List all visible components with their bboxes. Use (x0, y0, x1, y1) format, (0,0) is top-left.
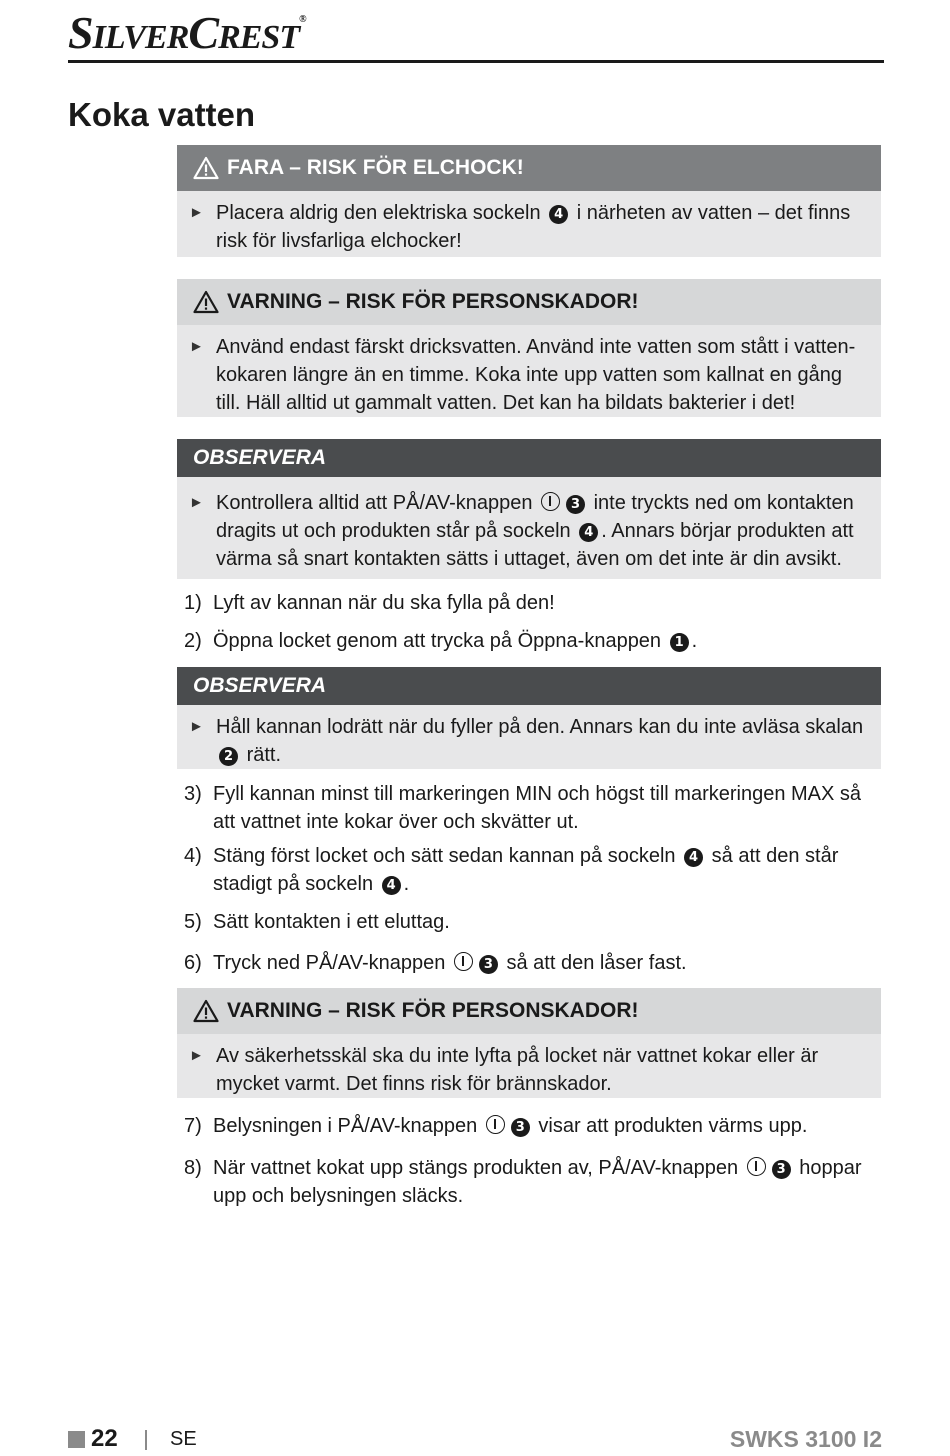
step-text: visar att produkten värms upp. (538, 1115, 808, 1137)
step-item (184, 1112, 884, 1140)
bullet-text: Använd endast färskt dricksvatten. Använd inte vatten som stått i vattenkokaren längre än en timme. Koka inte upp vatten som kallnat en gång till. Häll alltid ut gammalt vatten. Det kan ha bildats bakterier i det! (216, 336, 856, 414)
step-number: 2) (184, 630, 202, 652)
page-number: 22 (91, 1425, 118, 1452)
note-notice (177, 439, 881, 579)
danger-notice-title: FARA – RISK FÖR ELCHOCK! (227, 156, 524, 179)
warning-notice-header (177, 988, 881, 1034)
warning-notice-title: VARNING – RISK FÖR PERSONSKADOR! (227, 999, 639, 1022)
bullet-text: rätt. (246, 744, 282, 766)
registered-mark: ® (299, 14, 306, 25)
power-symbol-icon (747, 1157, 766, 1176)
note-notice-title: OBSERVERA (193, 446, 327, 469)
step-text: Tryck ned PÅ/AV-knappen (213, 952, 446, 974)
step-number: 1) (184, 592, 202, 614)
warning-notice-body (177, 1034, 881, 1098)
bullet-text: Kontrollera alltid att PÅ/AV-knappen (216, 492, 533, 514)
warning-triangle-icon (193, 290, 219, 314)
step-item (184, 627, 884, 655)
step-item (184, 1154, 884, 1210)
bullet-item (189, 1042, 869, 1098)
bullet-text: Av säkerhetsskäl ska du inte lyfta på locket när vattnet kokar eller är mycket varmt. Det finns risk för brännskador. (216, 1045, 819, 1095)
bullet-arrow-icon: ► (189, 718, 204, 735)
bullet-arrow-icon: ► (189, 204, 204, 221)
warning-notice (177, 279, 881, 417)
warning-notice-body (177, 325, 881, 417)
note-notice-header (177, 667, 881, 705)
step-item (184, 780, 884, 836)
warning-notice (177, 988, 881, 1098)
danger-notice (177, 145, 881, 257)
step-text: Lyft av kannan när du ska fylla på den! (213, 592, 555, 614)
step-item (184, 949, 884, 977)
model-number: SWKS 3100 I2 (729, 1426, 882, 1452)
bullet-arrow-icon: ► (189, 1047, 204, 1064)
step-text: . (691, 630, 698, 652)
ref-number-badge: 3 (772, 1160, 791, 1179)
step-number: 6) (184, 952, 202, 974)
bullet-item (189, 713, 869, 769)
power-symbol-icon (486, 1115, 505, 1134)
note-notice (177, 667, 881, 769)
ref-number-badge: 3 (511, 1118, 530, 1137)
step-item (184, 842, 884, 898)
step-number: 4) (184, 845, 202, 867)
bullet-text: i närheten av vatten – det finns risk för livsfarliga elchocker! (216, 202, 851, 252)
header-rule (68, 60, 884, 63)
language-code: SE (170, 1428, 197, 1450)
bullet-text: inte tryckts ned om kontakten dragits ut och produkten står på sockeln (216, 492, 854, 542)
power-symbol-icon (454, 952, 473, 971)
step-text: Belysningen i PÅ/AV-knappen (213, 1115, 478, 1137)
ref-number-badge: 1 (670, 633, 689, 652)
bullet-text: Håll kannan lodrätt när du fyller på den. Annars kan du inte avläsa skalan (216, 716, 864, 738)
ref-number-badge: 2 (219, 747, 238, 766)
step-number: 3) (184, 783, 202, 805)
bullet-item (189, 199, 869, 255)
ref-number-badge: 4 (579, 523, 598, 542)
bullet-item (189, 489, 869, 573)
note-notice-body (177, 477, 881, 579)
note-notice-title: OBSERVERA (193, 674, 327, 697)
page-title: Koka vatten (68, 96, 256, 133)
step-number: 5) (184, 911, 202, 933)
bullet-arrow-icon: ► (189, 338, 204, 355)
step-text: Fyll kannan minst till markeringen MIN och högst till markeringen MAX så att vattnet inte kokar över och skvätter ut. (213, 783, 862, 833)
power-symbol-icon (541, 492, 560, 511)
bullet-text: . Annars börjar produkten att värma så snart kontakten sätts i uttaget, även om det inte är din avsikt. (216, 520, 854, 570)
ref-number-badge: 4 (549, 205, 568, 224)
note-notice-body (177, 705, 881, 769)
step-text: Öppna locket genom att trycka på Öppna-knappen (213, 630, 662, 652)
step-number: 8) (184, 1157, 202, 1179)
warning-notice-header (177, 279, 881, 325)
warning-triangle-icon (193, 999, 219, 1023)
step-text: . (403, 873, 410, 895)
warning-notice-title: VARNING – RISK FÖR PERSONSKADOR! (227, 290, 639, 313)
warning-triangle-icon (193, 156, 219, 180)
bullet-arrow-icon: ► (189, 494, 204, 511)
ref-number-badge: 3 (566, 495, 585, 514)
bullet-text: Placera aldrig den elektriska sockeln (216, 202, 541, 224)
step-item (184, 589, 884, 617)
footer-divider (145, 1430, 147, 1450)
brand-logo: SILVERCREST® (68, 7, 306, 58)
note-notice-header (177, 439, 881, 477)
step-text: När vattnet kokat upp stängs produkten av, PÅ/AV-knappen (213, 1157, 739, 1179)
step-text: Sätt kontakten i ett eluttag. (213, 911, 450, 933)
bullet-item (189, 333, 869, 417)
ref-number-badge: 4 (382, 876, 401, 895)
step-text: Stäng först locket och sätt sedan kannan på sockeln (213, 845, 676, 867)
danger-notice-header (177, 145, 881, 191)
step-text: så att den står stadigt på sockeln (213, 845, 839, 895)
step-item (184, 908, 884, 936)
danger-notice-body (177, 191, 881, 257)
ref-number-badge: 3 (479, 955, 498, 974)
step-text: så att den låser fast. (506, 952, 687, 974)
ref-number-badge: 4 (684, 848, 703, 867)
footer-square-icon (68, 1431, 85, 1448)
step-text: hoppar upp och belysningen släcks. (213, 1157, 862, 1207)
step-number: 7) (184, 1115, 202, 1137)
